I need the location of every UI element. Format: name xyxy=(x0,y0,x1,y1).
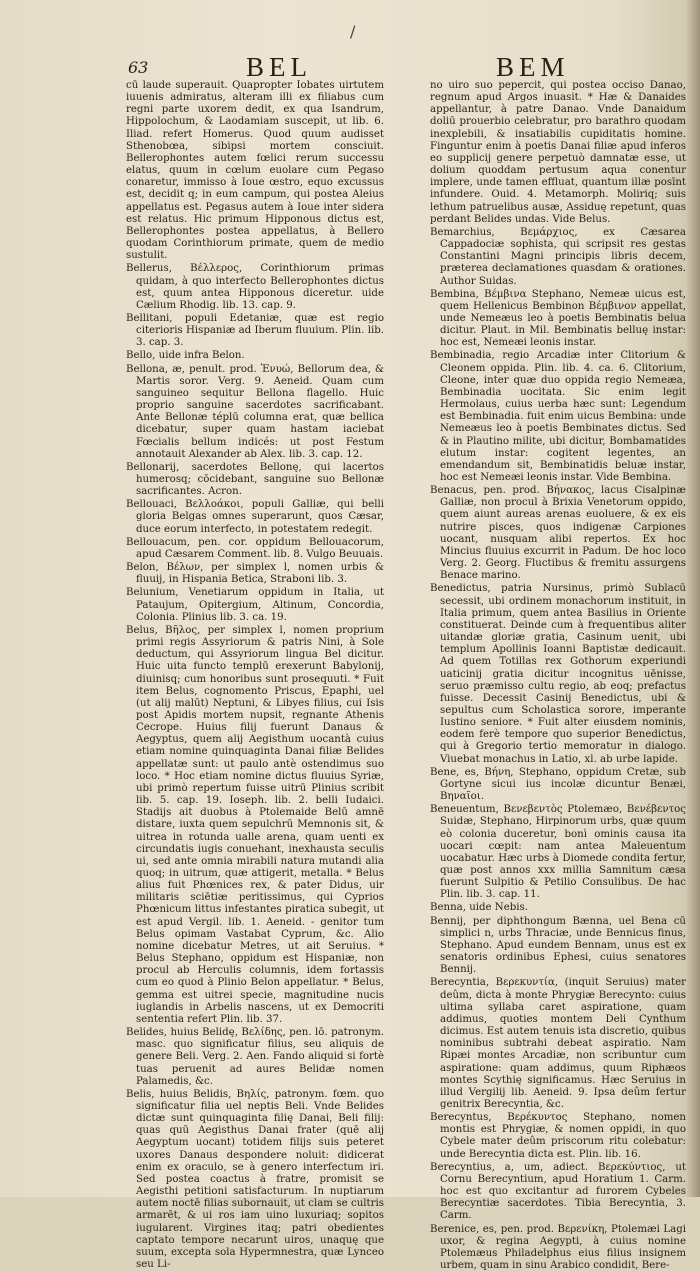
dictionary-entry: Bembinadia, regio Arcadiæ inter Clitorium & Cleonem oppida. Plin. lib. 4. ca. 6. Clitorium, Cleone, inter quæ duo oppida regio Nemeæa, Bembinadia uocitata. Sic enim legit Hermolaus, cuius uerba hæc sunt: Legendum est Bembinadia. fuit enim uicus Bembina: unde Nemeæus leo à poetis Bembinates dictus. Sed & in Plautino milite, ubi dicitur, Bombamatides elutum instar: cogitent legentes, an emendandum sit, Bembinatidis beluæ instar, hoc est Nemeæi leonis instar. Vide Bembina. xyxy=(430,350,686,483)
right-column xyxy=(430,80,686,1271)
dictionary-entry: Beneuentum, Βενεβεντὸς Ptolemæo, Βενέβεντος Suidæ, Stephano, Hirpinorum urbs, quæ quum eò colonia duceretur, bonì ominis causa ita uocari cœpit: nam antea Maleuentum uocabatur. Hæc urbs à Diomede condita fertur, quæ post annos xxx millia Samnitum cæsa fuerunt Sulpitio & Petilio Consulibus. De hac Plin. lib. 3. cap. 11. xyxy=(430,804,686,901)
dictionary-entry: Bene, es, Βήνη, Stephano, oppidum Cretæ, sub Gortyne sicui ius incolæ dicuntur Benæi, Βηναῖοι. xyxy=(430,766,686,803)
page-number: 63 xyxy=(128,58,149,77)
dictionary-entry: Belis, huius Belidis, Βηλίς, patronym. fœm. quo significatur filia uel neptis Beli. Vnde Belides dictæ sunt quinquaginta filię Danai, Beli filij: quas quū Aegisthus Danai frater (quē alij Aegyptum uocant) totidem filijs suis peteret uxores Danaus despondere noluit: didicerat enim ex oraculo, se à genero interfectum iri. Sed postea coactus à fratre, promisit se Aegisthi petitioni satisfacturum. In nuptiarum autem noctē filias subornauit, ut clam se cultris armarēt, & ui ros iam uino luxuriaq; sopitos iugularent. Virgines itaq; patri obedientes captato tempore necarunt uiros, unaquę que suum, excepta sola Hypermnestra, quæ Lynceo seu Li- xyxy=(126,1088,384,1270)
dictionary-entry: Bellitani, populi Edetaniæ, quæ est regio citerioris Hispaniæ ad Iberum fluuium. Plin. lib. 3. cap. 3. xyxy=(126,312,384,349)
dictionary-entry: Bellonarij, sacerdotes Bellonę, qui lacertos humerosq; cōcidebant, sanguine suo Bellonæ sacrificantes. Acron. xyxy=(126,461,384,498)
dictionary-entry: Belunium, Venetiarum oppidum in Italia, ut Pataujum, Opitergium, Altinum, Concordia, Colonia. Plinius lib. 3. ca. 19. xyxy=(126,587,384,623)
dictionary-entry: Bellerus, Βέλλερος, Corinthiorum primas quidam, à quo interfecto Bellerophontes dictus est, quum antea Hipponous diceretur. uide Cælium Rhodig. lib. 13. cap. 9. xyxy=(126,263,384,311)
continued-text: cū laude superauit. Quapropter Iobates uirtutem iuuenis admiratus, alteram illi ex filiabus cum regni parte uxorem dedit, ex qua Isandrum, Hippolochum, & Laodamiam suscepit, ut lib. 6. Iliad. refert Homerus. Quod quum audisset Sthenobœa, sibipsi mortem consciuit. Bellerophontes autem fœlici rerum successu elatus, quum in cœlum euolare cum Pegaso conaretur, immisso à Ioue œstro, equo excussus est, decidit q; in eum campum, qui postea Aleius appellatus est. Pegasus autem à Ioue inter sidera est relatus. Hic primum Hipponous dictus est, Bellerophontes postea appellatus, à Bellero quodam Corinthiorum primate, quem de medio sustulit. xyxy=(126,80,384,262)
dictionary-entry: Bembina, Βέμβινα Stephano, Nemeæ uicus est, quem Hellenicus Bembinon Βέμβινον appellat, unde Nemeæus leo à poetis Bembinatis belua dicitur. Plaut. in Mil. Bembinatis belluę instar: hoc est, Nemeæi leonis instar. xyxy=(430,288,686,349)
dictionary-entry: Belon, Βέλων, per simplex l, nomen urbis & fluuij, in Hispania Betica, Straboni lib. 3. xyxy=(126,562,384,586)
dictionary-entry: Belides, huius Belidę, Βελίδης, pen. lō. patronym. masc. quo significatur filius, seu aliquis de genere Beli. Verg. 2. Aen. Fando aliquid si fortè tuas peruenit ad aures Belidæ nomen Palamedis, &c. xyxy=(126,1027,384,1087)
dictionary-entry: Bellona, æ, penult. prod. Ἐνυώ, Bellorum dea, & Martis soror. Verg. 9. Aeneid. Quam cum sanguineo sequitur Bellona flagello. Huic proprio sanguine sacerdotes sacrificabant. Ante Bellonæ téplū columna erat, quæ bellica dicebatur, super quam hastam iaciebat Fœcialis bellum indicés: ut post Festum annotauit Alexander ab Alex. lib. 3. cap. 12. xyxy=(126,363,384,460)
dictionary-entry: Bellouaci, Βελλοάκοι, populi Galliæ, qui belli gloria Belgas omnes superarunt, quos Cæsar, duce eorum interfecto, in potestatem redegit. xyxy=(126,499,384,535)
dictionary-entry: Berecyntia, Βερεκυντία, (inquit Seruius) mater deûm, dicta à monte Phrygiæ Berecynto: cuius ultima syllaba caret aspiratione, quam addimus, quoties montem Deli Cynthum dicimus. Est autem tenuis ista discretio, quibus nominibus subtrahi debeat aspiratio. Nam Ripæi montes Arcadiæ, non scribuntur cum aspiratione: quam addimus, quum Riphæos montes Scythię significamus. Hæc Seruius in illud Vergilij lib. Aeneid. 9. Ipsa deûm fertur genitrix Berecyntia, &c. xyxy=(430,977,686,1110)
dictionary-entry: Benacus, pen. prod. Βήνακος, lacus Cisalpinæ Galliæ, non procul à Brixia Venetorum oppido, quem aiunt aureas arenas euoluere, & ex eis nutrire pisces, quos indigenæ Carpiones uocant, nusquam alibi repertos. Ex hoc Mincius fluuius excurrit in Padum. De hoc loco Verg. 2. Georg. Fluctibus & fremitu assurgens Benace marino. xyxy=(430,485,686,582)
dictionary-entry: Benna, uide Nebis. xyxy=(430,902,528,914)
running-head-left: BEL xyxy=(246,52,312,82)
dictionary-entry: Berenice, es, pen. prod. Βερενίκη, Ptolemæi Lagi uxor, & regina Aegypti, à cuius nomine Ptolemæus Philadelphus eius filius insignem urbem, quam in sinu Arabico condidit, Bere- xyxy=(430,1223,686,1271)
dictionary-entry: Bellouacum, pen. cor. oppidum Bellouacorum, apud Cæsarem Comment. lib. 8. Vulgo Beuuais. xyxy=(126,536,384,560)
dictionary-entry: Bennij, per diphthongum Bænna, uel Bena cū simplici n, urbs Thraciæ, unde Bennicus finus, Stephano. Apud eundem Bennam, unus est ex senatoris ordinibus Ephesi, cuius senatores Bennij. xyxy=(430,915,686,976)
dictionary-entry: Belus, Βῆλος, per simplex l, nomen proprium primi regis Assyriorum & patris Nini, à Sole deductum, qui Assyriorum lingua Bel dicitur. Huic uita functo templū erexerunt Babylonij, diuinisq; cum honoribus sunt prosequuti. * Fuit item Belus, cognomento Priscus, Epaphi, uel (ut alij malūt) Neptuni, & Libyes filius, cui Isis post Apidis mortem nupsit, regnante Athenis Cecrope. Huius filij fuerunt Danaus & Aegyptus, quem alij Aegisthum uocantà cuius etiam nomine quinquaginta Danai filiæ Belides appellatæ sunt: ut paulo antè ostendimus suo loco. * Hoc etiam nomine dictus fluuius Syriæ, ubi primò repertum fuisse uitrū Plinius scribit lib. 5. cap. 19. Ioseph. lib. 2. belli Iudaici. Stadijs ait duobus à Ptolemaide Belū amnē distare, iuxta quem sepulchrū Memnonis sit, & uitrea in rotunda ualle arena, quam uenti ex circundatis iugis conuehant, inexhausta seculis ui, sed ante omnia mirabili natura mutandi alia quoq; in uitrum, quæ attigerit, metalla. * Belus alius fuit Phœnices rex, & pater Didus, uir militaris sciētiæ peritissimus, qui Cyprios Phœnicum littus infestantes piratica subegit, ut est apud Vergil. lib. 1. Aeneid. - genitor tum Belus opimam Vastabat Cyprum, &c. Alio nomine dicebatur Metres, ut ait Seruius. * Belus Stephano, oppidum est Hispaniæ, non procul ab Herculis columnis, idem fortassis cum eo quod à Plinio Belon appellatur. * Belus, gemma est uitrei specie, magnitudine nucis iuglandis in Arbelis nascens, ut ex Democriti sententia refert Plin. lib. 37. xyxy=(126,624,384,1025)
continued-text: no uiro suo pepercit, qui postea occiso Danao, regnum apud Argos inuasit. * Hæ & Danaides appellantur, à patre Danao. Vnde Danaidum doliū prouerbio celebratur, pro barathro quodam inexplebili, & insatiabilis cupiditatis homine. Finguntur enim à poetis Danai filiæ apud inferos eo supplicij genere perpetuò damnatæ esse, ut dolium quoddam pertusum aqua conentur implere, unde tamen effluat, quantum illæ posīnt infundere. Ouid. 4. Metamorph. Moliriq; suis lethum patruelibus ausæ, Assiduę repetunt, quas perdant Belides undas. Vide Belus. xyxy=(430,80,686,225)
page-gutter-shadow xyxy=(686,0,700,1197)
dictionary-entry: Berecyntius, a, um, adiect. Βερεκύντιος, ut Cornu Berecyntium, apud Horatium 1. Carm. hoc est quo excitantur ad furorem Cybeles Berecyntiæ sacerdotes. Tibia Berecyntia, 3. Carm. xyxy=(430,1161,686,1222)
dictionary-entry: Bemarchius, Βεμάρχιος, ex Cæsarea Cappadociæ sophista, qui scripsit res gestas Constantini Magni principis libris decem, præterea declamationes quasdam & orationes. Author Suidas. xyxy=(430,226,686,287)
dictionary-entry: Benedictus, patria Nursinus, primò Sublacū secessit, ubi ordinem monachorum instituit, in Italia primum, quem antea Basilius in Oriente constituerat. Deinde cum à frequentibus aliter uitandæ gloriæ gratia, Casinum uenit, ubi templum Apollinis Ioanni Baptistæ dedicauit. Ad quem Totillas rex Gothorum experiundi uaticinij gratia dicitur incognitus uēnisse, seruo præmisso cultu regio, ab eoq; prefactus fuisse. Decessit Casinij Benedictus, ubi & sepultus cum Scholastica sorore, imperante Iustino seniore. * Fuit alter eiusdem nominis, eodem ferè tempore quo superior Benedictus, qui à Gregorio tertio memoratur in dialogo. Viuebat monachus in Latio, xl. ab urbe lapide. xyxy=(430,583,686,765)
top-ink-mark: / xyxy=(350,22,356,41)
dictionary-entry: Bello, uide infra Belon. xyxy=(126,350,245,362)
left-column xyxy=(126,80,384,1270)
dictionary-entry: Berecyntus, Βερέκυντος Stephano, nomen montis est Phrygiæ, & nomen oppidi, in quo Cybele mater deûm priscorum ritu colebatur: unde Berecyntia dicta est. Plin. lib. 16. xyxy=(430,1112,686,1160)
running-head-right: BEM xyxy=(496,52,570,82)
